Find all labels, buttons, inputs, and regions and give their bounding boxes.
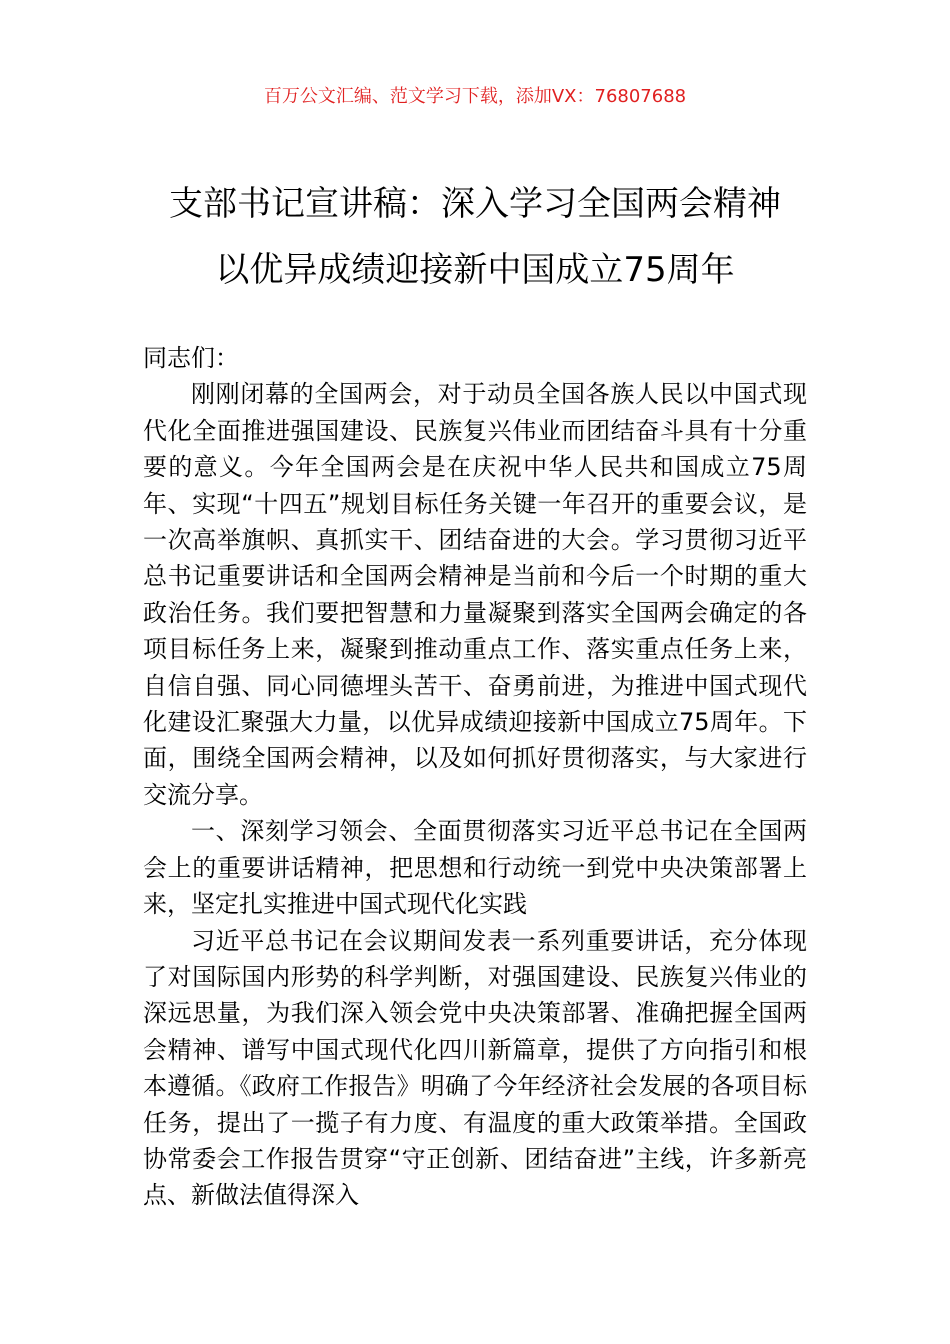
body-paragraph: 习近平总书记在会议期间发表一系列重要讲话，充分体现了对国际国内形势的科学判断，对强国建设、民族复兴伟业的深远思量，为我们深入领会党中央决策部署、准确把握全国两会精神、谱写中国式现代化四川新篇章，提供了方向指引和根本遵循。《政府工作报告》明确了今年经济社会发展的各项目标任务，提出了一揽子有力度、有温度的重大政策举措。全国政协常委会工作报告贯穿“守正创新、团结奋进”主线，许多新亮点、新做法值得深入 bbox=[143, 926, 807, 1210]
body-paragraph: 刚刚闭幕的全国两会，对于动员全国各族人民以中国式现代化全面推进强国建设、民族复兴伟业而团结奋斗具有十分重要的意义。今年全国两会是在庆祝中华人民共和国成立75周年、实现“十四五”规划目标任务关键一年召开的重要会议，是一次高举旗帜、真抓实干、团结奋进的大会。学习贯彻习近平总书记重要讲话和全国两会精神是当前和今后一个时期的重大政治任务。我们要把智慧和力量凝聚到落实全国两会确定的各项目标任务上来，凝聚到推动重点工作、落实重点任务上来，自信自强、同心同德埋头苦干、奋勇前进，为推进中国式现代化建设汇聚强大力量，以优异成绩迎接新中国成立75周年。下面，围绕全国两会精神，以及如何抓好贯彻落实，与大家进行交流分享。 bbox=[143, 380, 807, 809]
document-body bbox=[143, 340, 807, 1214]
section-heading: 一、深刻学习领会、全面贯彻落实习近平总书记在全国两会上的重要讲话精神，把思想和行动统一到党中央决策部署上来，坚定扎实推进中国式现代化实践 bbox=[143, 817, 807, 919]
salutation: 同志们： bbox=[143, 344, 239, 372]
document-title-line-1: 支部书记宣讲稿：深入学习全国两会精神 bbox=[169, 184, 781, 224]
promo-banner: 百万公文汇编、范文学习下载，添加VX：76807688 bbox=[263, 86, 687, 107]
document-title-line-2: 以优异成绩迎接新中国成立75周年 bbox=[215, 250, 735, 290]
